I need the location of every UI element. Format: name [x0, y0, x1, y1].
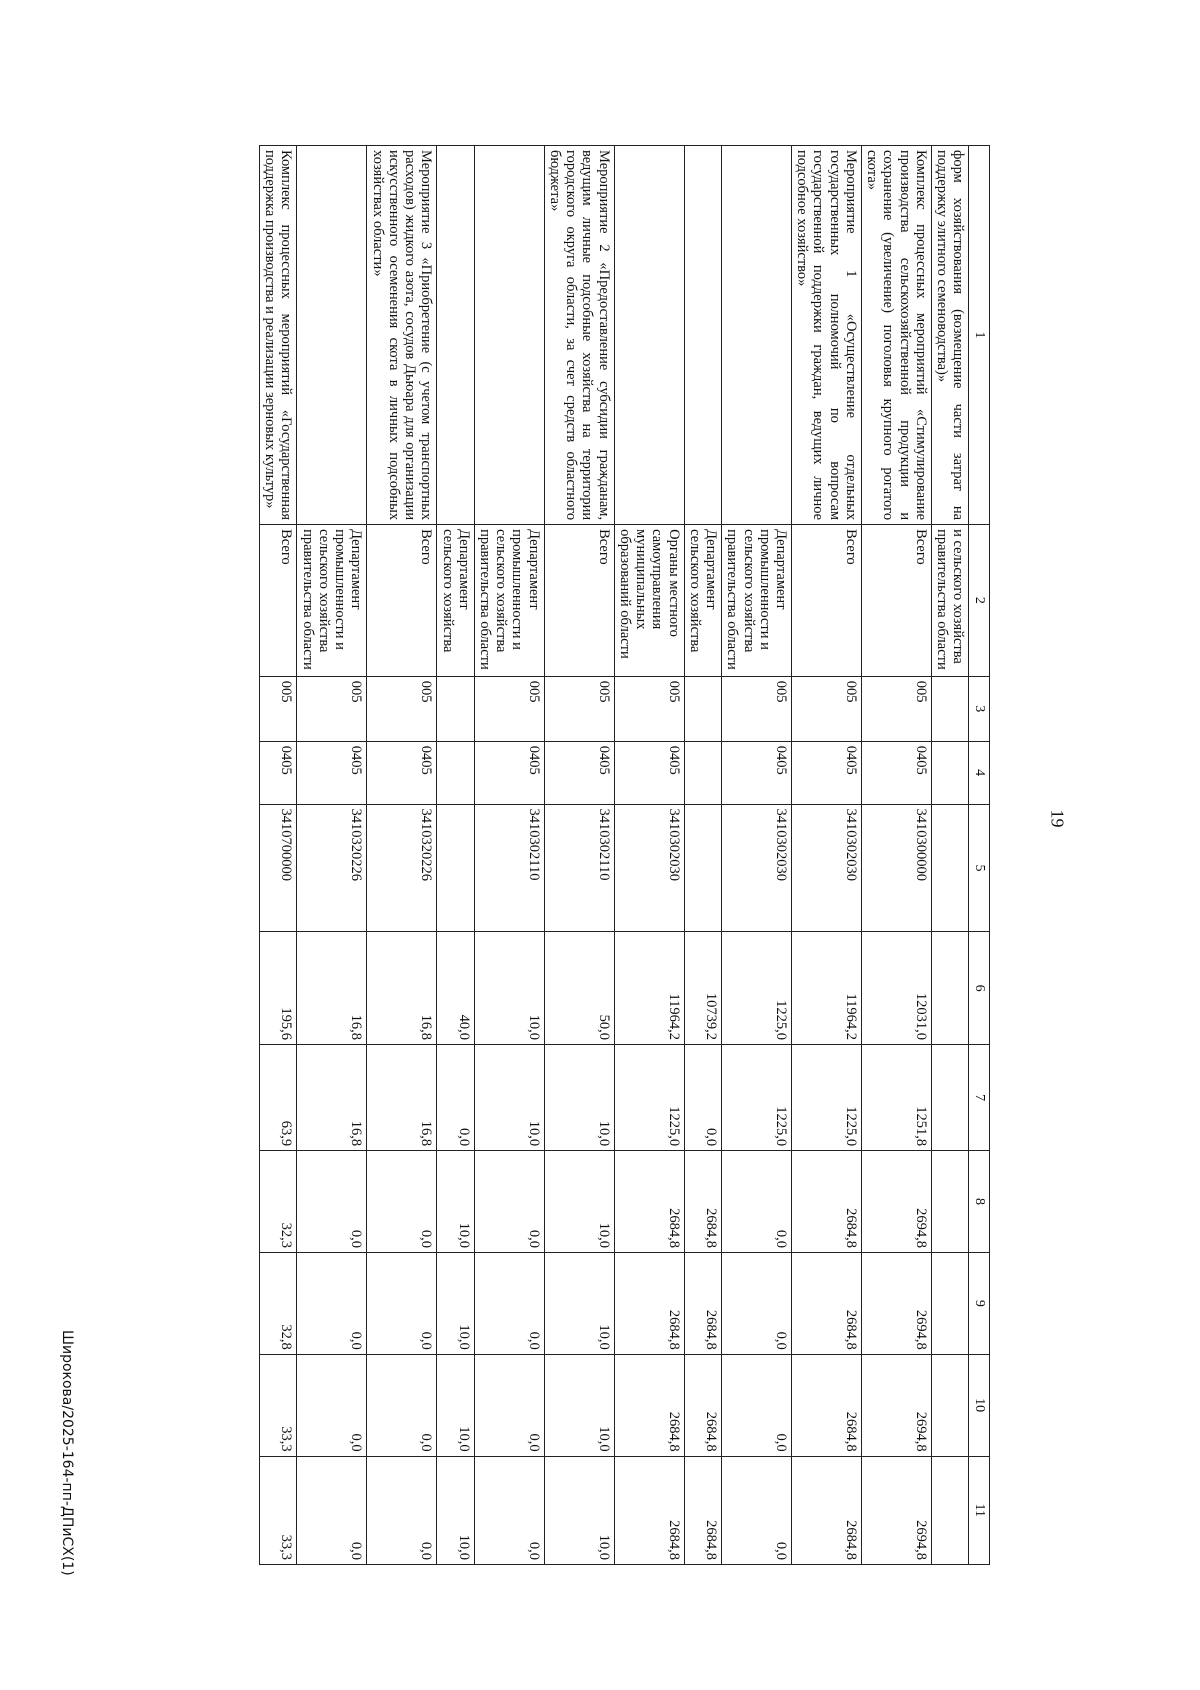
- cell-col-4: 0405: [614, 741, 684, 804]
- cell-col-7: 1251,8: [861, 1045, 931, 1151]
- cell-col-8: 10,0: [437, 1151, 474, 1253]
- cell-col-7: 0,0: [684, 1045, 721, 1151]
- column-number-3: 3: [969, 676, 990, 741]
- table-row: [259, 146, 296, 1565]
- cell-col-2: и сельского хозяйства правительства области: [931, 525, 968, 677]
- cell-col-3: 005: [791, 676, 861, 741]
- column-number-4: 4: [969, 741, 990, 804]
- column-number-2: 2: [969, 525, 990, 677]
- cell-col-1: [614, 146, 684, 525]
- column-number-10: 10: [969, 1354, 990, 1456]
- cell-col-8: [931, 1151, 968, 1253]
- column-number-8: 8: [969, 1151, 990, 1253]
- cell-col-10: 0,0: [722, 1354, 792, 1456]
- cell-col-4: 0405: [544, 741, 614, 804]
- cell-col-6: [931, 932, 968, 1045]
- cell-col-6: 195,6: [259, 932, 296, 1045]
- cell-col-7: 1225,0: [722, 1045, 792, 1151]
- cell-col-10: 2684,8: [684, 1354, 721, 1456]
- cell-col-3: 005: [297, 676, 367, 741]
- cell-col-8: 2684,8: [614, 1151, 684, 1253]
- cell-col-3: [931, 676, 968, 741]
- cell-col-8: 0,0: [722, 1151, 792, 1253]
- cell-col-1: Комплекс процессных мероприятий «Государственная поддержка производства и реализации зерновых культур»: [259, 146, 296, 525]
- cell-col-9: 0,0: [722, 1252, 792, 1354]
- cell-col-3: 005: [861, 676, 931, 741]
- cell-col-9: 10,0: [437, 1252, 474, 1354]
- cell-col-2: Департамент промышленности и сельского хозяйства правительства области: [474, 525, 544, 677]
- cell-col-11: 2684,8: [614, 1456, 684, 1564]
- cell-col-8: 2684,8: [791, 1151, 861, 1253]
- cell-col-9: 32,8: [259, 1252, 296, 1354]
- table-row: [437, 146, 474, 1565]
- cell-col-9: 2684,8: [684, 1252, 721, 1354]
- cell-col-1: [684, 146, 721, 525]
- cell-col-5: [437, 804, 474, 932]
- cell-col-11: 2684,8: [791, 1456, 861, 1564]
- cell-col-6: 11964,2: [791, 932, 861, 1045]
- cell-col-4: 0405: [861, 741, 931, 804]
- cell-col-11: 10,0: [437, 1456, 474, 1564]
- table-row: [474, 146, 544, 1565]
- column-number-7: 7: [969, 1045, 990, 1151]
- cell-col-2: Всего: [861, 525, 931, 677]
- cell-col-4: [684, 741, 721, 804]
- cell-col-11: 0,0: [297, 1456, 367, 1564]
- cell-col-8: 0,0: [297, 1151, 367, 1253]
- cell-col-5: 3410302110: [544, 804, 614, 932]
- cell-col-11: 0,0: [367, 1456, 437, 1564]
- page-number: 19: [1047, 809, 1068, 828]
- cell-col-2: Органы местного самоуправления муниципальных образований области: [614, 525, 684, 677]
- cell-col-11: 0,0: [474, 1456, 544, 1564]
- cell-col-10: 10,0: [437, 1354, 474, 1456]
- cell-col-4: 0405: [367, 741, 437, 804]
- cell-col-2: Департамент промышленности и сельского хозяйства правительства области: [722, 525, 792, 677]
- cell-col-10: [931, 1354, 968, 1456]
- cell-col-2: Всего: [367, 525, 437, 677]
- cell-col-11: 33,3: [259, 1456, 296, 1564]
- cell-col-2: Всего: [791, 525, 861, 677]
- cell-col-1: форм хозяйствования (возмещение части затрат на поддержку элитного семеноводства)»: [931, 146, 968, 525]
- cell-col-8: 10,0: [544, 1151, 614, 1253]
- table-row: [297, 146, 367, 1565]
- cell-col-11: 0,0: [722, 1456, 792, 1564]
- cell-col-8: 32,3: [259, 1151, 296, 1253]
- cell-col-10: 0,0: [474, 1354, 544, 1456]
- cell-col-9: [931, 1252, 968, 1354]
- cell-col-5: 3410302030: [722, 804, 792, 932]
- cell-col-5: 3410300000: [861, 804, 931, 932]
- cell-col-8: 2684,8: [684, 1151, 721, 1253]
- cell-col-11: 2684,8: [684, 1456, 721, 1564]
- cell-col-11: 2694,8: [861, 1456, 931, 1564]
- table-row: [931, 146, 968, 1565]
- cell-col-2: Департамент промышленности и сельского хозяйства правительства области: [297, 525, 367, 677]
- cell-col-6: 16,8: [297, 932, 367, 1045]
- cell-col-9: 10,0: [544, 1252, 614, 1354]
- cell-col-2: Департамент сельского хозяйства: [684, 525, 721, 677]
- column-number-11: 11: [969, 1456, 990, 1564]
- cell-col-9: 0,0: [297, 1252, 367, 1354]
- cell-col-6: 16,8: [367, 932, 437, 1045]
- cell-col-4: 0405: [791, 741, 861, 804]
- cell-col-9: 0,0: [367, 1252, 437, 1354]
- cell-col-1: [722, 146, 792, 525]
- cell-col-3: 005: [722, 676, 792, 741]
- cell-col-11: [931, 1456, 968, 1564]
- cell-col-6: 10,0: [474, 932, 544, 1045]
- cell-col-10: 2684,8: [614, 1354, 684, 1456]
- cell-col-3: 005: [474, 676, 544, 741]
- cell-col-5: 3410302030: [791, 804, 861, 932]
- table-row: [791, 146, 861, 1565]
- cell-col-3: [437, 676, 474, 741]
- cell-col-3: [684, 676, 721, 741]
- cell-col-9: 2684,8: [614, 1252, 684, 1354]
- cell-col-7: 16,8: [367, 1045, 437, 1151]
- cell-col-5: 3410700000: [259, 804, 296, 932]
- column-number-6: 6: [969, 932, 990, 1045]
- cell-col-1: Комплекс процессных мероприятий «Стимулирование производства сельскохозяйственной продукции и сохранение (увеличение) поголовья крупного рогатого скота»: [861, 146, 931, 525]
- cell-col-1: [437, 146, 474, 525]
- cell-col-6: 12031,0: [861, 932, 931, 1045]
- cell-col-7: 0,0: [437, 1045, 474, 1151]
- cell-col-10: 2694,8: [861, 1354, 931, 1456]
- cell-col-1: Мероприятие 3 «Приобретение (с учетом транспортных расходов) жидкого азота, сосудов Дьюара для организации искусственного осеменения скота в личных подсобных хозяйствах области»: [367, 146, 437, 525]
- cell-col-5: [684, 804, 721, 932]
- cell-col-3: 005: [544, 676, 614, 741]
- cell-col-4: 0405: [722, 741, 792, 804]
- budget-table: [259, 145, 990, 1565]
- rotated-table-container: [160, 145, 990, 1565]
- cell-col-4: [437, 741, 474, 804]
- cell-col-5: [931, 804, 968, 932]
- cell-col-5: 3410320226: [367, 804, 437, 932]
- cell-col-5: 3410320226: [297, 804, 367, 932]
- cell-col-6: 11964,2: [614, 932, 684, 1045]
- cell-col-7: 10,0: [474, 1045, 544, 1151]
- cell-col-3: 005: [614, 676, 684, 741]
- cell-col-5: 3410302030: [614, 804, 684, 932]
- cell-col-6: 1225,0: [722, 932, 792, 1045]
- cell-col-4: 0405: [259, 741, 296, 804]
- cell-col-1: [297, 146, 367, 525]
- cell-col-4: 0405: [474, 741, 544, 804]
- cell-col-6: 50,0: [544, 932, 614, 1045]
- table-row: [614, 146, 684, 1565]
- cell-col-2: Всего: [259, 525, 296, 677]
- cell-col-4: 0405: [297, 741, 367, 804]
- cell-col-5: 3410302110: [474, 804, 544, 932]
- cell-col-1: [474, 146, 544, 525]
- cell-col-4: [931, 741, 968, 804]
- table-body: [259, 146, 968, 1565]
- cell-col-9: 2694,8: [861, 1252, 931, 1354]
- cell-col-10: 33,3: [259, 1354, 296, 1456]
- table-row: [861, 146, 931, 1565]
- cell-col-3: 005: [367, 676, 437, 741]
- table-row: [367, 146, 437, 1565]
- cell-col-7: 10,0: [544, 1045, 614, 1151]
- cell-col-10: 0,0: [367, 1354, 437, 1456]
- cell-col-1: Мероприятие 2 «Предоставление субсидии гражданам, ведущим личные подсобные хозяйства на территории городского округа области, за счет средств областного бюджета»: [544, 146, 614, 525]
- cell-col-9: 0,0: [474, 1252, 544, 1354]
- cell-col-7: [931, 1045, 968, 1151]
- document-footer: Широкова/2025-164-пп-ДПиСХ(1): [59, 1330, 75, 1576]
- cell-col-2: Всего: [544, 525, 614, 677]
- column-number-5: 5: [969, 804, 990, 932]
- cell-col-9: 2684,8: [791, 1252, 861, 1354]
- cell-col-8: 0,0: [367, 1151, 437, 1253]
- cell-col-11: 10,0: [544, 1456, 614, 1564]
- cell-col-7: 1225,0: [614, 1045, 684, 1151]
- table-row: [722, 146, 792, 1565]
- cell-col-7: 63,9: [259, 1045, 296, 1151]
- table-row: [684, 146, 721, 1565]
- cell-col-3: 005: [259, 676, 296, 741]
- column-number-1: 1: [969, 146, 990, 525]
- cell-col-7: 1225,0: [791, 1045, 861, 1151]
- cell-col-6: 40,0: [437, 932, 474, 1045]
- cell-col-7: 16,8: [297, 1045, 367, 1151]
- cell-col-10: 2684,8: [791, 1354, 861, 1456]
- cell-col-8: 0,0: [474, 1151, 544, 1253]
- cell-col-8: 2694,8: [861, 1151, 931, 1253]
- cell-col-6: 10739,2: [684, 932, 721, 1045]
- table-row: [544, 146, 614, 1565]
- column-number-9: 9: [969, 1252, 990, 1354]
- cell-col-10: 0,0: [297, 1354, 367, 1456]
- cell-col-2: Департамент сельского хозяйства: [437, 525, 474, 677]
- cell-col-1: Мероприятие 1 «Осуществление отдельных государственных полномочий по вопросам государственной поддержки граждан, ведущих личное подсобное хозяйство»: [791, 146, 861, 525]
- column-number-row: [969, 146, 990, 1565]
- cell-col-10: 10,0: [544, 1354, 614, 1456]
